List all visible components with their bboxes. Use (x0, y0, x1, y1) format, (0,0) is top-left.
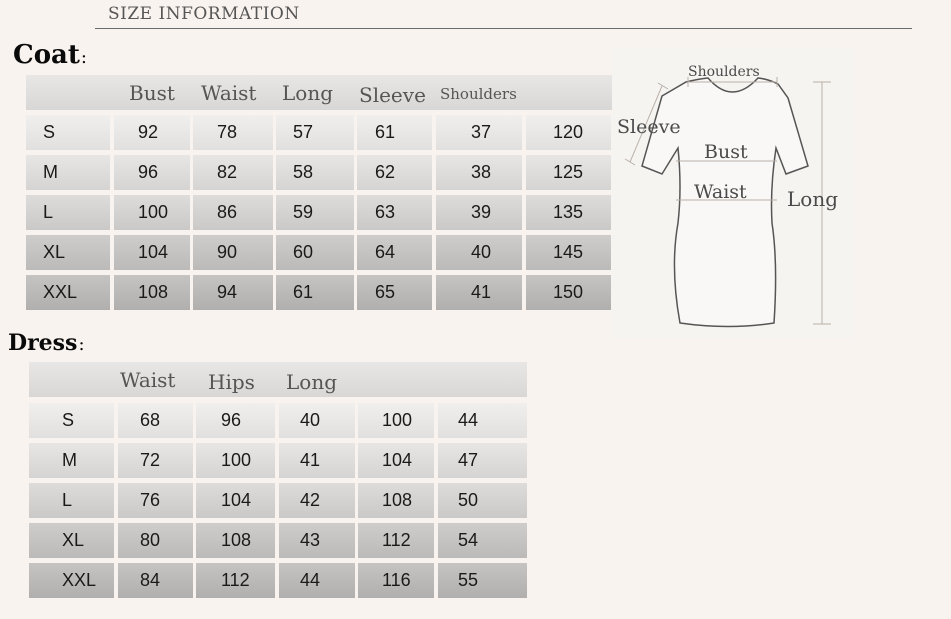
dress-value-cell (358, 523, 434, 558)
dress-value-text: 42 (300, 490, 321, 510)
dress-value-text: 54 (458, 530, 479, 550)
coat-value-cell (114, 155, 190, 190)
dress-value-cell (438, 443, 527, 478)
coat-value-text: 62 (375, 162, 396, 182)
coat-value-text: 125 (553, 162, 584, 182)
coat-value-text: 58 (293, 162, 314, 182)
coat-value-cell (276, 235, 354, 270)
dress-value-text: 108 (221, 530, 252, 550)
coat-value-text: 64 (375, 242, 396, 262)
dress-col-waist: Waist (120, 368, 176, 392)
coat-value-cell (436, 195, 522, 230)
dress-value-cell (118, 403, 193, 438)
coat-value-cell (357, 235, 432, 270)
coat-size-label: L (43, 202, 54, 222)
coat-value-text: 82 (217, 162, 238, 182)
dress-value-cell (438, 403, 527, 438)
dress-value-text: 72 (140, 450, 161, 470)
coat-value-text: 61 (293, 282, 314, 302)
coat-value-cell (526, 235, 611, 270)
header-divider (95, 28, 912, 29)
coat-value-text: 100 (138, 202, 169, 222)
coat-value-cell (436, 155, 522, 190)
coat-value-text: 145 (553, 242, 584, 262)
figure-label-bust: Bust (704, 141, 748, 163)
dress-size-cell (29, 523, 114, 558)
coat-value-cell (193, 155, 273, 190)
coat-value-text: 108 (138, 282, 169, 302)
dress-value-cell (279, 483, 355, 518)
coat-value-cell (114, 195, 190, 230)
dress-value-cell (279, 403, 355, 438)
coat-value-cell (193, 275, 273, 310)
dress-value-text: 112 (221, 570, 250, 590)
dress-value-text: 112 (382, 530, 411, 550)
dress-value-cell (118, 443, 193, 478)
dress-value-cell (279, 563, 355, 598)
dress-value-text: 104 (382, 450, 413, 470)
coat-value-text: 104 (138, 242, 169, 262)
dress-value-text: 100 (382, 410, 413, 430)
dress-size-label: XXL (62, 570, 97, 590)
dress-value-text: 100 (221, 450, 252, 470)
coat-value-cell (193, 115, 273, 150)
dress-value-text: 104 (221, 490, 252, 510)
dress-value-text: 68 (140, 410, 161, 430)
dress-value-text: 84 (140, 570, 161, 590)
coat-value-text: 135 (553, 202, 584, 222)
dress-size-cell (29, 443, 114, 478)
dress-col-hips: Hips (208, 370, 255, 394)
coat-value-text: 78 (217, 122, 238, 142)
dress-value-text: 55 (458, 570, 479, 590)
coat-value-cell (436, 275, 522, 310)
coat-value-cell (436, 115, 522, 150)
dress-value-cell (358, 483, 434, 518)
coat-size-label: S (43, 122, 56, 142)
dress-value-cell (438, 563, 527, 598)
coat-value-text: 37 (471, 122, 492, 142)
coat-size-label: M (43, 162, 58, 182)
coat-value-cell (276, 275, 354, 310)
coat-value-cell (276, 115, 354, 150)
dress-label-colon: : (78, 334, 85, 355)
coat-value-text: 94 (217, 282, 238, 302)
figure-label-sleeve: Sleeve (617, 116, 681, 138)
dress-value-cell (196, 563, 275, 598)
coat-col-bust: Bust (129, 81, 175, 105)
dress-value-cell (196, 403, 275, 438)
coat-value-cell (357, 275, 432, 310)
coat-value-cell (193, 235, 273, 270)
dress-value-cell (118, 523, 193, 558)
dress-value-cell (279, 523, 355, 558)
dress-value-cell (438, 483, 527, 518)
coat-col-long: Long (282, 81, 334, 105)
dress-value-text: 47 (458, 450, 479, 470)
dress-value-text: 44 (300, 570, 321, 590)
coat-value-cell (526, 195, 611, 230)
coat-value-text: 60 (293, 242, 314, 262)
dress-value-cell (358, 443, 434, 478)
coat-size-cell (26, 235, 110, 270)
dress-value-text: 43 (300, 530, 321, 550)
coat-value-text: 90 (217, 242, 238, 262)
dress-size-cell (29, 483, 114, 518)
dress-value-cell (196, 483, 275, 518)
coat-value-text: 120 (553, 122, 584, 142)
dress-value-cell (118, 563, 193, 598)
figure-label-waist: Waist (694, 181, 747, 203)
dress-value-text: 76 (140, 490, 161, 510)
dress-value-cell (279, 443, 355, 478)
coat-value-text: 57 (293, 122, 314, 142)
figure-label-long: Long (787, 187, 839, 211)
dress-section-label (8, 330, 85, 356)
coat-value-cell (276, 155, 354, 190)
coat-size-cell (26, 115, 110, 150)
dress-value-text: 96 (221, 410, 242, 430)
coat-value-text: 38 (471, 162, 492, 182)
coat-value-cell (357, 195, 432, 230)
dress-value-cell (118, 483, 193, 518)
coat-size-cell (26, 155, 110, 190)
coat-value-cell (193, 195, 273, 230)
dress-value-text: 116 (382, 570, 411, 590)
coat-header-row (26, 75, 616, 110)
garment-measurement-figure (612, 48, 855, 338)
coat-col-waist: Waist (201, 81, 257, 105)
coat-value-cell (114, 235, 190, 270)
coat-label-text: Coat (13, 40, 80, 70)
dress-value-text: 40 (300, 410, 321, 430)
dress-label-text: Dress (8, 330, 78, 356)
figure-label-shoulders: Shoulders (688, 64, 760, 80)
coat-value-text: 39 (471, 202, 492, 222)
dress-col-long: Long (286, 370, 338, 394)
dress-value-cell (358, 403, 434, 438)
coat-size-cell (26, 275, 110, 310)
dress-size-label: S (62, 410, 75, 430)
dress-size-cell (29, 403, 114, 438)
coat-size-cell (26, 195, 110, 230)
coat-value-cell (357, 115, 432, 150)
dress-value-text: 50 (458, 490, 479, 510)
size-info-title: SIZE INFORMATION (108, 4, 300, 24)
coat-value-text: 92 (138, 122, 159, 142)
coat-value-cell (526, 275, 611, 310)
dress-value-cell (358, 563, 434, 598)
coat-value-cell (436, 235, 522, 270)
coat-value-text: 41 (471, 282, 492, 302)
coat-value-text: 96 (138, 162, 159, 182)
dress-value-text: 108 (382, 490, 413, 510)
coat-value-cell (114, 275, 190, 310)
coat-size-label: XXL (43, 282, 78, 302)
dress-header-row (29, 362, 527, 397)
coat-col-shoulders: Shoulders (440, 85, 517, 103)
coat-value-cell (526, 115, 611, 150)
dress-value-text: 80 (140, 530, 161, 550)
coat-value-cell (357, 155, 432, 190)
coat-section-label (13, 40, 87, 70)
coat-value-text: 65 (375, 282, 396, 302)
coat-value-text: 86 (217, 202, 238, 222)
dress-size-label: XL (62, 530, 85, 550)
dress-value-cell (196, 523, 275, 558)
dress-size-cell (29, 563, 114, 598)
dress-size-label: L (62, 490, 73, 510)
coat-value-text: 59 (293, 202, 314, 222)
coat-value-cell (276, 195, 354, 230)
dress-value-text: 41 (300, 450, 321, 470)
coat-value-text: 150 (553, 282, 584, 302)
coat-size-label: XL (43, 242, 66, 262)
dress-size-label: M (62, 450, 77, 470)
coat-value-cell (114, 115, 190, 150)
coat-value-text: 40 (471, 242, 492, 262)
dress-value-text: 44 (458, 410, 479, 430)
coat-label-colon: : (80, 47, 87, 68)
dress-value-cell (438, 523, 527, 558)
coat-value-text: 63 (375, 202, 396, 222)
coat-value-cell (526, 155, 611, 190)
coat-value-text: 61 (375, 122, 396, 142)
dress-value-cell (196, 443, 275, 478)
coat-col-sleeve: Sleeve (359, 83, 426, 107)
